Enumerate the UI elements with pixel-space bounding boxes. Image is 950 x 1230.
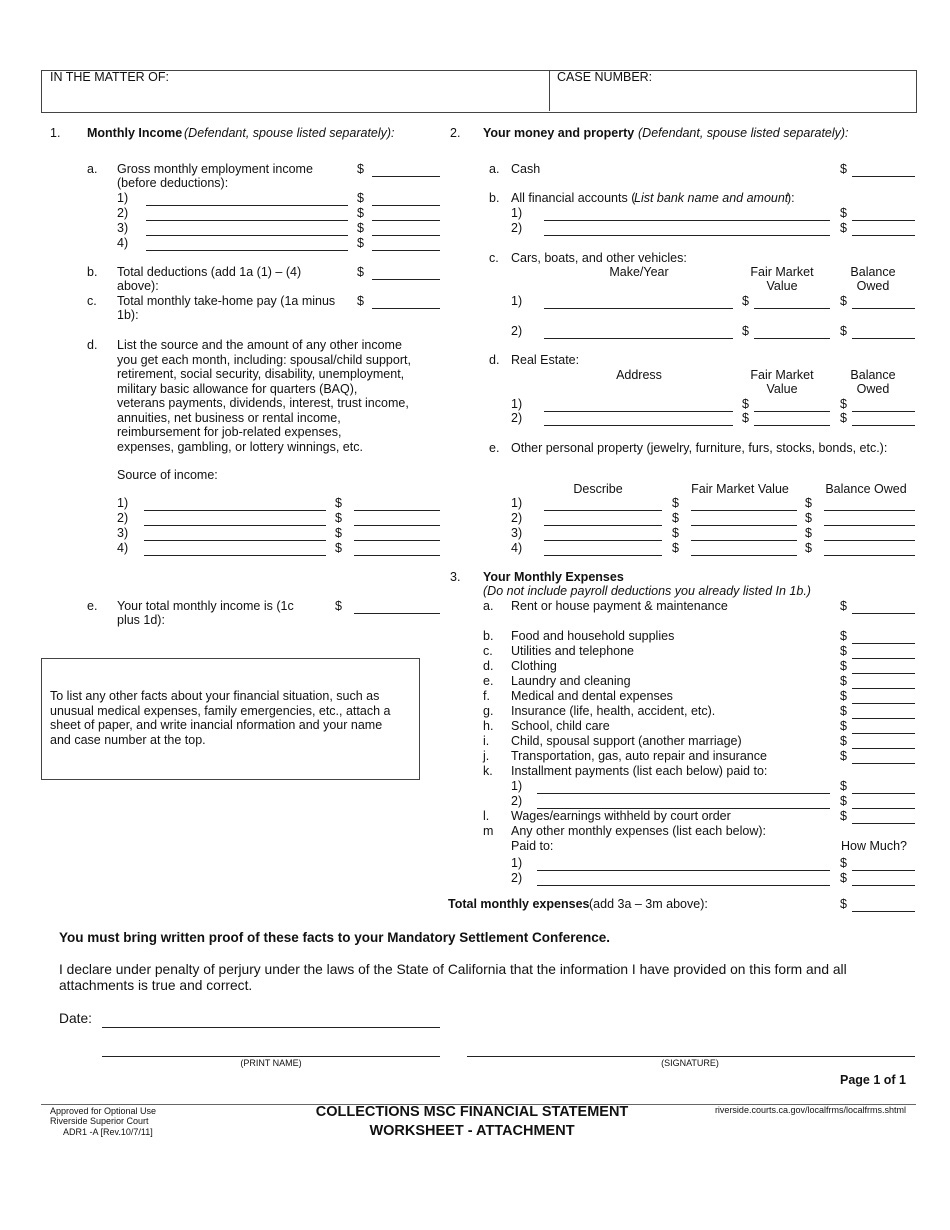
row-number: 4) xyxy=(117,541,129,555)
proof-notice: You must bring written proof of these facts to your Mandatory Settlement Conference. xyxy=(59,929,611,945)
income-source-field[interactable] xyxy=(144,555,326,556)
amount-field[interactable] xyxy=(852,733,915,734)
header-divider xyxy=(549,70,550,111)
dollar-sign: $ xyxy=(840,674,847,688)
s2-e-letter: e. xyxy=(489,441,500,455)
description-field[interactable] xyxy=(146,220,348,221)
expense-letter: h. xyxy=(483,719,494,733)
expense-label: Rent or house payment & maintenance xyxy=(511,599,728,613)
amount-field[interactable] xyxy=(852,425,915,426)
case-number-label: CASE NUMBER: xyxy=(557,70,653,84)
s1-b-letter: b. xyxy=(87,265,98,279)
expense-letter: j. xyxy=(483,749,490,763)
expense-label: Any other monthly expenses (list each below): xyxy=(511,824,766,838)
amount-field[interactable] xyxy=(852,176,915,177)
expense-letter: m xyxy=(483,824,494,838)
dollar-sign: $ xyxy=(840,871,847,885)
section-2-title: Your money and property xyxy=(483,126,635,140)
section-1-title: Monthly Income xyxy=(87,126,183,140)
description-field[interactable] xyxy=(146,250,348,251)
dollar-sign: $ xyxy=(335,599,342,613)
row-number: 4) xyxy=(117,236,129,250)
note-text: To list any other facts about your financial situation, such as xyxy=(50,689,380,703)
matter-label: IN THE MATTER OF: xyxy=(50,70,169,84)
amount-field[interactable] xyxy=(852,703,915,704)
s2-d-letter: d. xyxy=(489,353,500,367)
amount-field[interactable] xyxy=(691,555,797,556)
s1-b-l2: above): xyxy=(117,279,159,293)
amount-field[interactable] xyxy=(824,510,915,511)
dollar-sign: $ xyxy=(840,659,847,673)
amount-field[interactable] xyxy=(852,748,915,749)
s1-c-l1: Total monthly take-home pay (1a minus xyxy=(117,294,336,308)
dollar-sign: $ xyxy=(357,265,364,279)
expense-label: Transportation, gas, auto repair and insurance xyxy=(511,749,767,763)
s2-e-col3: Balance Owed xyxy=(825,482,907,496)
section-3-number: 3. xyxy=(450,570,461,584)
expense-letter: i. xyxy=(483,734,490,748)
description-field[interactable] xyxy=(146,205,348,206)
amount-field[interactable] xyxy=(372,220,440,221)
s2-d-col1: Address xyxy=(616,368,662,382)
dollar-sign: $ xyxy=(357,236,364,250)
amount-field[interactable] xyxy=(852,613,915,614)
amount-field[interactable] xyxy=(852,763,915,764)
address-field[interactable] xyxy=(544,425,733,426)
expense-letter: k. xyxy=(483,764,493,778)
row-number: 1) xyxy=(117,496,129,510)
expense-letter: f. xyxy=(483,689,490,703)
row-number: 2) xyxy=(511,324,523,338)
vehicle-field[interactable] xyxy=(544,338,733,339)
amount-field[interactable] xyxy=(852,411,915,412)
dollar-sign: $ xyxy=(840,221,847,235)
s1-a-letter: a. xyxy=(87,162,98,176)
expense-label: Utilities and telephone xyxy=(511,644,634,658)
row-number: 1) xyxy=(511,294,523,308)
date-field[interactable] xyxy=(102,1027,440,1028)
amount-field[interactable] xyxy=(852,658,915,659)
total-expenses-label: Total monthly expenses xyxy=(448,897,590,911)
note-text: unusual medical expenses, family emergencies, etc., attach a xyxy=(50,703,391,718)
s2-b-label_end: ): xyxy=(787,191,795,205)
expense-label: Clothing xyxy=(511,659,557,673)
note-text: and case number at the top. xyxy=(50,733,206,748)
row-number: 3) xyxy=(117,526,129,540)
form-title: WORKSHEET - ATTACHMENT xyxy=(369,1123,575,1140)
dollar-sign: $ xyxy=(335,496,342,510)
section-1-number: 1. xyxy=(50,126,61,140)
dollar-sign: $ xyxy=(805,541,812,555)
amount-field[interactable] xyxy=(691,525,797,526)
dollar-sign: $ xyxy=(840,779,847,793)
payee-field[interactable] xyxy=(537,870,830,871)
dollar-sign: $ xyxy=(840,162,847,176)
dollar-sign: $ xyxy=(335,541,342,555)
section-3-title: Your Monthly Expenses xyxy=(483,570,624,584)
s2-e-label: Other personal property (jewelry, furniture, furs, stocks, bonds, etc.): xyxy=(511,441,888,455)
income-source-field[interactable] xyxy=(144,540,326,541)
row-number: 1) xyxy=(511,856,523,870)
page-number: Page 1 of 1 xyxy=(840,1073,906,1087)
amount-field[interactable] xyxy=(354,613,440,614)
s2-a-letter: a. xyxy=(489,162,500,176)
amount-field[interactable] xyxy=(824,555,915,556)
bottom-print_name: (PRINT NAME) xyxy=(240,1058,302,1068)
dollar-sign: $ xyxy=(840,856,847,870)
total-expenses-note: (add 3a – 3m above): xyxy=(589,897,708,911)
s1-e-l1: Your total monthly income is (1c xyxy=(117,599,294,613)
s2-c-col2b: Value xyxy=(766,279,798,293)
income-source-field[interactable] xyxy=(144,510,326,511)
amount-field[interactable] xyxy=(852,793,915,794)
dollar-sign: $ xyxy=(805,511,812,525)
s2-d-col3a: Balance xyxy=(850,368,896,382)
expense-label: Food and household supplies xyxy=(511,629,675,643)
s1-b-l1: Total deductions (add 1a (1) – (4) xyxy=(117,265,302,279)
dollar-sign: $ xyxy=(742,397,749,411)
s1-e-l2: plus 1d): xyxy=(117,613,165,627)
row-number: 1) xyxy=(511,397,523,411)
amount-field[interactable] xyxy=(754,338,830,339)
form-url: riverside.courts.ca.gov/localfrms/localfrms.shtml xyxy=(714,1105,906,1115)
dollar-sign: $ xyxy=(840,324,847,338)
expense-label: Child, spousal support (another marriage) xyxy=(511,734,742,748)
property-field[interactable] xyxy=(544,525,662,526)
amount-field[interactable] xyxy=(852,220,915,221)
dollar-sign: $ xyxy=(357,294,364,308)
expense-letter: b. xyxy=(483,629,494,643)
s1-e-letter: e. xyxy=(87,599,98,613)
s2-c-col1: Make/Year xyxy=(609,265,669,279)
income-source-field[interactable] xyxy=(144,525,326,526)
s1-a-l1: Gross monthly employment income xyxy=(117,162,313,176)
dollar-sign: $ xyxy=(840,206,847,220)
date-label: Date: xyxy=(59,1010,92,1026)
other-income-instructions: military basic allowance for quarters (BAQ), xyxy=(117,381,358,396)
amount-field[interactable] xyxy=(852,870,915,871)
property-field[interactable] xyxy=(544,555,662,556)
s2-b-label_italic: List bank name and amount xyxy=(634,191,789,205)
s2-c-label: Cars, boats, and other vehicles: xyxy=(511,251,687,265)
s2-c-letter: c. xyxy=(489,251,499,265)
payee-field[interactable] xyxy=(537,808,830,809)
account-field[interactable] xyxy=(544,235,830,236)
amount-field[interactable] xyxy=(372,308,440,309)
amount-field[interactable] xyxy=(372,279,440,280)
dollar-sign: $ xyxy=(672,511,679,525)
dollar-sign: $ xyxy=(840,704,847,718)
dollar-sign: $ xyxy=(742,294,749,308)
s2-c-col3a: Balance xyxy=(850,265,896,279)
row-number: 2) xyxy=(511,411,523,425)
expense-label: Wages/earnings withheld by court order xyxy=(511,809,731,823)
amount-field[interactable] xyxy=(852,308,915,309)
dollar-sign: $ xyxy=(840,809,847,823)
payee-field[interactable] xyxy=(537,885,830,886)
expense-letter: l. xyxy=(483,809,490,823)
footer-approved2: Riverside Superior Court xyxy=(50,1116,149,1126)
dollar-sign: $ xyxy=(840,599,847,613)
s2-d-col2a: Fair Market xyxy=(750,368,814,382)
form-title: COLLECTIONS MSC FINANCIAL STATEMENT xyxy=(315,1104,629,1121)
row-number: 2) xyxy=(511,871,523,885)
bottom-signature: (SIGNATURE) xyxy=(661,1058,719,1068)
row-number: 1) xyxy=(511,496,523,510)
note-text: sheet of paper, and write inancial nformation and your name xyxy=(50,718,383,733)
amount-field[interactable] xyxy=(372,176,440,177)
dollar-sign: $ xyxy=(357,162,364,176)
row-number: 4) xyxy=(511,541,523,555)
footer-approved1: Approved for Optional Use xyxy=(50,1106,157,1116)
s2-c-col3b: Owed xyxy=(856,279,890,293)
dollar-sign: $ xyxy=(335,511,342,525)
s2-c-col2a: Fair Market xyxy=(750,265,814,279)
amount-field[interactable] xyxy=(852,718,915,719)
row-number: 3) xyxy=(117,221,129,235)
expense-letter: g. xyxy=(483,704,494,718)
expense-label: Laundry and cleaning xyxy=(511,674,631,688)
amount-field[interactable] xyxy=(354,510,440,511)
amount-field[interactable] xyxy=(852,885,915,886)
dollar-sign: $ xyxy=(840,794,847,808)
row-number: 2) xyxy=(511,511,523,525)
other-income-instructions: expenses, gambling, or lottery winnings, etc. xyxy=(117,439,363,454)
dollar-sign: $ xyxy=(805,526,812,540)
amount-field[interactable] xyxy=(824,540,915,541)
row-number: 1) xyxy=(511,206,523,220)
dollar-sign: $ xyxy=(840,897,847,911)
s2-e-col2: Fair Market Value xyxy=(691,482,789,496)
amount-field[interactable] xyxy=(852,808,915,809)
dollar-sign: $ xyxy=(840,719,847,733)
dollar-sign: $ xyxy=(840,749,847,763)
s1-d-source_label: Source of income: xyxy=(117,468,218,482)
dollar-sign: $ xyxy=(672,541,679,555)
expense-letter: e. xyxy=(483,674,494,688)
expense-letter: a. xyxy=(483,599,494,613)
other-income-instructions: annuities, net business or rental income, xyxy=(117,410,341,425)
s1-c-l2: 1b): xyxy=(117,308,139,322)
amount-field[interactable] xyxy=(754,411,830,412)
dollar-sign: $ xyxy=(357,206,364,220)
s2-d-label: Real Estate: xyxy=(511,353,580,367)
expense-label: School, child care xyxy=(511,719,610,733)
dollar-sign: $ xyxy=(357,191,364,205)
amount-field[interactable] xyxy=(372,250,440,251)
amount-field[interactable] xyxy=(354,540,440,541)
s1-d-letter: d. xyxy=(87,338,98,352)
s2-a-label: Cash xyxy=(511,162,541,176)
dollar-sign: $ xyxy=(335,526,342,540)
dollar-sign: $ xyxy=(840,734,847,748)
s3-how_much: How Much? xyxy=(841,839,907,853)
s2-b-label: All financial accounts ( xyxy=(511,191,636,205)
s1-c-letter: c. xyxy=(87,294,97,308)
section-2-subtitle: (Defendant, spouse listed separately): xyxy=(638,126,849,140)
amount-field[interactable] xyxy=(824,525,915,526)
other-income-instructions: List the source and the amount of any other income xyxy=(117,338,402,352)
description-field[interactable] xyxy=(146,235,348,236)
section-1-subtitle: (Defendant, spouse listed separately): xyxy=(184,126,395,140)
amount-field[interactable] xyxy=(852,911,915,912)
dollar-sign: $ xyxy=(840,689,847,703)
account-field[interactable] xyxy=(544,220,830,221)
dollar-sign: $ xyxy=(742,324,749,338)
row-number: 2) xyxy=(511,221,523,235)
expense-letter: c. xyxy=(483,644,493,658)
amount-field[interactable] xyxy=(852,338,915,339)
case-header-box xyxy=(41,70,917,113)
dollar-sign: $ xyxy=(840,644,847,658)
dollar-sign: $ xyxy=(805,496,812,510)
amount-field[interactable] xyxy=(852,688,915,689)
amount-field[interactable] xyxy=(372,235,440,236)
dollar-sign: $ xyxy=(357,221,364,235)
dollar-sign: $ xyxy=(840,294,847,308)
expense-label: Medical and dental expenses xyxy=(511,689,673,703)
property-field[interactable] xyxy=(544,540,662,541)
dollar-sign: $ xyxy=(672,496,679,510)
amount-field[interactable] xyxy=(691,510,797,511)
dollar-sign: $ xyxy=(840,411,847,425)
amount-field[interactable] xyxy=(372,205,440,206)
dollar-sign: $ xyxy=(672,526,679,540)
expense-label: Installment payments (list each below) paid to: xyxy=(511,764,768,778)
s2-d-col2b: Value xyxy=(766,382,798,396)
s2-e-col1: Describe xyxy=(573,482,623,496)
amount-field[interactable] xyxy=(754,425,830,426)
row-number: 1) xyxy=(117,191,129,205)
dollar-sign: $ xyxy=(742,411,749,425)
dollar-sign: $ xyxy=(840,629,847,643)
s1-a-l2: (before deductions): xyxy=(117,176,229,190)
amount-field[interactable] xyxy=(691,540,797,541)
other-income-instructions: veterans payments, dividends, interest, trust income, xyxy=(117,396,409,410)
other-income-instructions: you get each month, including: spousal/child support, xyxy=(117,352,411,367)
amount-field[interactable] xyxy=(852,235,915,236)
amount-field[interactable] xyxy=(354,555,440,556)
vehicle-field[interactable] xyxy=(544,308,733,309)
row-number: 2) xyxy=(117,511,129,525)
section-3-subtitle: (Do not include payroll deductions you already listed In 1b.) xyxy=(483,584,811,598)
expense-letter: d. xyxy=(483,659,494,673)
s3-paid_to: Paid to: xyxy=(511,839,554,853)
property-field[interactable] xyxy=(544,510,662,511)
amount-field[interactable] xyxy=(354,525,440,526)
declaration: I declare under penalty of perjury under the laws of the State of California that the information I have provided on this form and all xyxy=(59,961,847,977)
amount-field[interactable] xyxy=(852,643,915,644)
row-number: 3) xyxy=(511,526,523,540)
row-number: 2) xyxy=(511,794,523,808)
footer-form_id: ADR1 -A [Rev.10/7/11] xyxy=(63,1127,153,1137)
s2-d-col3b: Owed xyxy=(856,382,890,396)
section-2-number: 2. xyxy=(450,126,461,140)
amount-field[interactable] xyxy=(754,308,830,309)
other-income-instructions: reimbursement for job-related expenses, xyxy=(117,425,342,439)
amount-field[interactable] xyxy=(852,823,915,824)
s2-b-letter: b. xyxy=(489,191,500,205)
other-income-instructions: retirement, social security, disability, unemployment, xyxy=(117,367,405,381)
declaration: attachments is true and correct. xyxy=(59,977,253,993)
expense-label: Insurance (life, health, accident, etc). xyxy=(511,704,716,718)
row-number: 2) xyxy=(117,206,129,220)
payee-field[interactable] xyxy=(537,793,830,794)
amount-field[interactable] xyxy=(852,673,915,674)
dollar-sign: $ xyxy=(840,397,847,411)
row-number: 1) xyxy=(511,779,523,793)
address-field[interactable] xyxy=(544,411,733,412)
